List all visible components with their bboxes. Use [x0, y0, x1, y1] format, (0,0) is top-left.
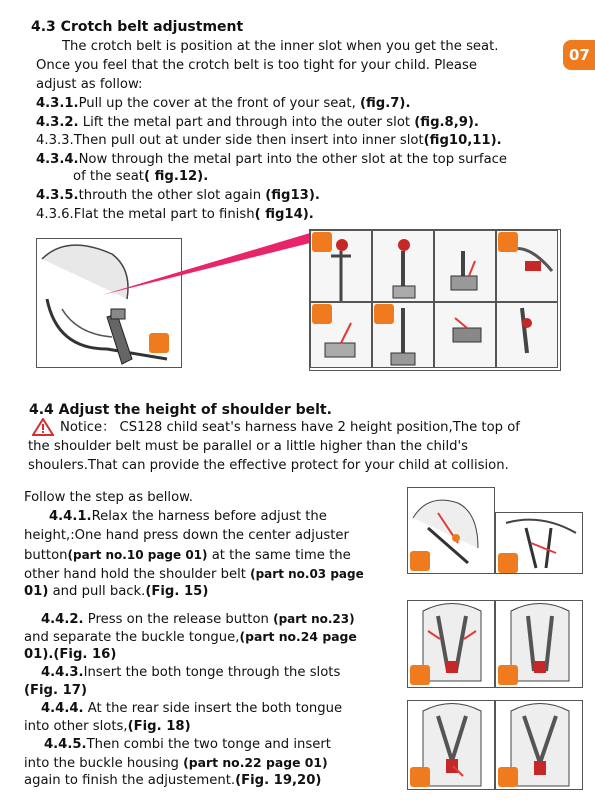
intro-line-1: The crotch belt is position at the inner slot when you get the seat.: [62, 39, 499, 54]
step-4-4-3-line-2: (Fig. 17): [24, 683, 87, 698]
step-4-4-2-line-1: 4.4.2. Press on the release button (part no.23): [41, 612, 355, 627]
section-4-3-title: 4.3 Crotch belt adjustment: [31, 19, 244, 35]
follow-steps-text: Follow the step as bellow.: [24, 490, 193, 505]
step-4-4-5-line-2: into the buckle housing (part no.22 page 01): [24, 755, 328, 771]
step-4-4-2-line-2: and separate the buckle tongue,(part no.24 page: [24, 629, 357, 645]
figure-20: [495, 700, 583, 790]
step-4-4-1-line-1: 4.4.1.Relax the harness before adjust the: [49, 509, 327, 524]
intro-line-3: adjust as follow:: [36, 77, 143, 92]
intro-line-2: Once you feel that the crotch belt is too tight for your child. Please: [36, 58, 477, 73]
figure-grid-crotch-steps: [309, 229, 561, 371]
step-4-3-5: 4.3.5.throuth the other slot again (fig13).: [36, 188, 320, 203]
notice-line-1: Notice： CS128 child seat's harness have 2 height position,The top of: [60, 420, 520, 435]
step-4-3-6: 4.3.6.Flat the metal part to finish( fig14).: [36, 207, 314, 222]
figure-15: [407, 487, 495, 574]
notice-line-3: shoulers.That can provide the effective protect for your child at collision.: [28, 458, 509, 473]
page-number-tab: 07: [563, 40, 595, 70]
pointer-lines: [100, 225, 315, 305]
step-4-3-1: 4.3.1.Pull up the cover at the front of your seat, (fig.7).: [36, 96, 411, 111]
figure-12: [372, 302, 434, 368]
figure-7: [310, 230, 372, 302]
step-4-4-3-line-1: 4.4.3.Insert the both tonge through the slots: [41, 665, 341, 680]
figure-11: [310, 302, 372, 368]
step-4-4-1-line-5: 01) and pull back.(Fig. 15): [24, 584, 209, 599]
step-4-4-2-line-3: 01).(Fig. 16): [24, 647, 117, 662]
figure-number-badge: [149, 333, 169, 353]
step-4-3-3: 4.3.3.Then pull out at under side then insert into inner slot(fig10,11).: [36, 133, 502, 148]
step-4-4-1-line-2: height,:One hand press down the center adjuster: [24, 528, 349, 543]
step-4-3-4-cont: of the seat( fig.12).: [73, 169, 209, 184]
figure-19: [407, 700, 495, 790]
figure-14: [496, 302, 558, 368]
figure-10: [496, 230, 558, 302]
step-4-4-4-line-2: into other slots,(Fig. 18): [24, 719, 191, 734]
figure-18: [495, 600, 583, 688]
step-4-4-5-line-1: 4.4.5.Then combi the two tonge and insert: [44, 737, 331, 752]
warning-triangle-icon: [32, 418, 54, 436]
step-4-4-4-line-1: 4.4.4. At the rear side insert the both tongue: [41, 701, 343, 716]
step-4-3-4: 4.3.4.Now through the metal part into the other slot at the top surface: [36, 152, 508, 167]
figure-16: [495, 512, 583, 574]
figure-9: [434, 230, 496, 302]
figure-8: [372, 230, 434, 302]
step-4-4-1-line-4: other hand hold the shoulder belt (part no.03 page: [24, 567, 364, 582]
notice-line-2: the shoulder belt must be parallel or a little higher than the child's: [28, 439, 468, 454]
step-4-3-2: 4.3.2. Lift the metal part and through into the outer slot (fig.8,9).: [36, 115, 479, 130]
section-4-4-title: 4.4 Adjust the height of shoulder belt.: [29, 402, 332, 418]
figure-17: [407, 600, 495, 688]
step-4-4-1-line-3: button(part no.10 page 01) at the same time the: [24, 548, 351, 563]
figure-13: [434, 302, 496, 368]
step-4-4-5-line-3: again to finish the adjustement.(Fig. 19,20): [24, 773, 322, 788]
